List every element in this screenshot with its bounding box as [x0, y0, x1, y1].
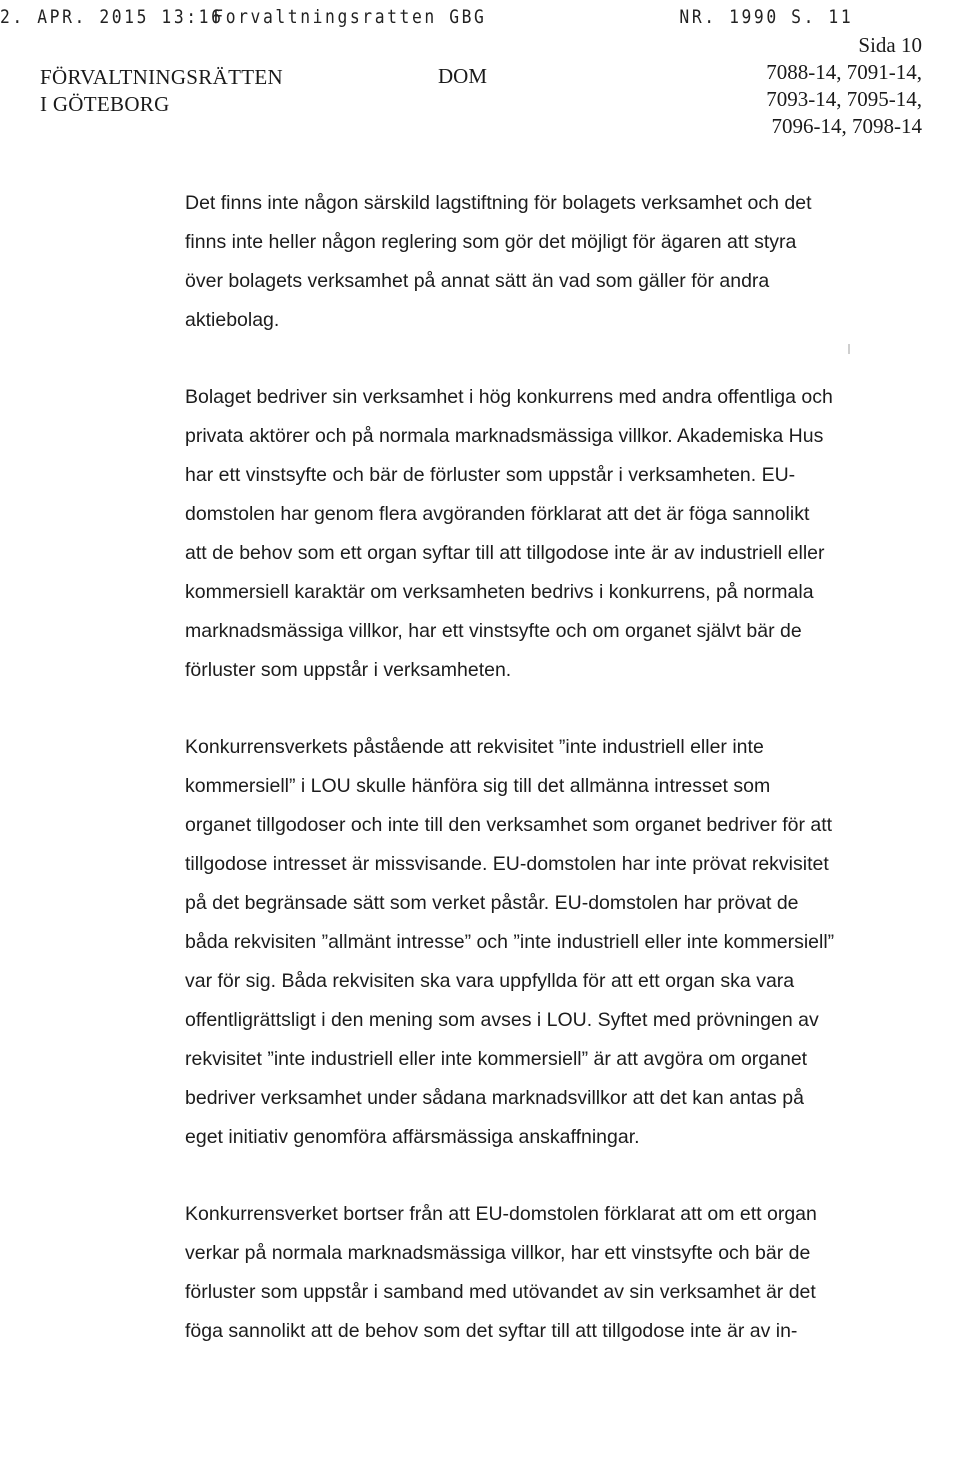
page-label: Sida 10: [858, 33, 922, 57]
court-name-line-1: FÖRVALTNINGSRÄTTEN: [40, 65, 283, 89]
case-number-line-3: 7096-14, 7098-14: [771, 114, 922, 138]
fax-datetime: 2. APR. 2015 13:16: [0, 6, 224, 28]
court-name: [40, 64, 283, 118]
fax-sender: Forvaltningsratten GBG: [213, 6, 487, 28]
paragraph-2: Bolaget bedriver sin verksamhet i hög konkurrens med andra offentliga och privata aktörer och på normala marknadsmässiga villkor. Akademiska Hus har ett vinstsyfte och bär de förluster som uppstår i verksamheten. EU-domstolen har genom flera avgöranden förklarat att det är föga sannolikt att de behov som ett organ syftar till att tillgodose inte är av industriell eller kommersiell karaktär om verksamheten bedrivs i konkurrens, på normala marknadsmässiga villkor, har ett vinstsyfte och om organet självt bär de förluster som uppstår i verksamheten.: [185, 386, 833, 681]
document-type: DOM: [438, 64, 488, 88]
case-number-line-2: 7093-14, 7095-14,: [766, 87, 922, 111]
page-meta: [766, 32, 922, 140]
paragraph-4: Konkurrensverket bortser från att EU-domstolen förklarat att om ett organ verkar på normala marknadsmässiga villkor, har ett vinstsyfte och bär de förluster som uppstår i samband med utövandet av sin verksamhet är det föga sannolikt att de behov som det syftar till att tillgodose inte är av in-: [185, 1203, 817, 1342]
fax-page-number: NR. 1990 S. 11: [679, 6, 854, 28]
case-number-line-1: 7088-14, 7091-14,: [766, 60, 922, 84]
paragraph-3: Konkurrensverkets påstående att rekvisitet ”inte industriell eller inte kommersiell” i LOU skulle hänföra sig till det allmänna intresset som organet tillgodoser och inte till den verksamhet som organet bedriver för att tillgodose intresset är missvisande. EU-domstolen har inte prövat rekvisitet på det begränsade sätt som verket påstår. EU-domstolen har prövat de båda rekvisiten ”allmänt intresse” och ”inte industriell eller inte kommersiell” var för sig. Båda rekvisiten ska vara uppfyllda för att ett organ ska vara offentligrättsligt i den mening som avses i LOU. Syftet med prövningen av rekvisitet ”inte industriell eller inte kommersiell” är att avgöra om organet bedriver verksamhet under sådana marknadsvillkor att det kan antas på eget initiativ genomföra affärsmässiga anskaffningar.: [185, 736, 835, 1148]
court-name-line-2: I GÖTEBORG: [40, 92, 170, 116]
document-body: [185, 184, 835, 1351]
paragraph-1: Det finns inte någon särskild lagstiftning för bolagets verksamhet och det finns inte heller någon reglering som gör det möjligt för ägaren att styra över bolagets verksamhet på annat sätt än vad som gäller för andra aktiebolag.: [185, 192, 812, 331]
fax-header: [0, 6, 854, 32]
margin-mark: [848, 344, 850, 354]
